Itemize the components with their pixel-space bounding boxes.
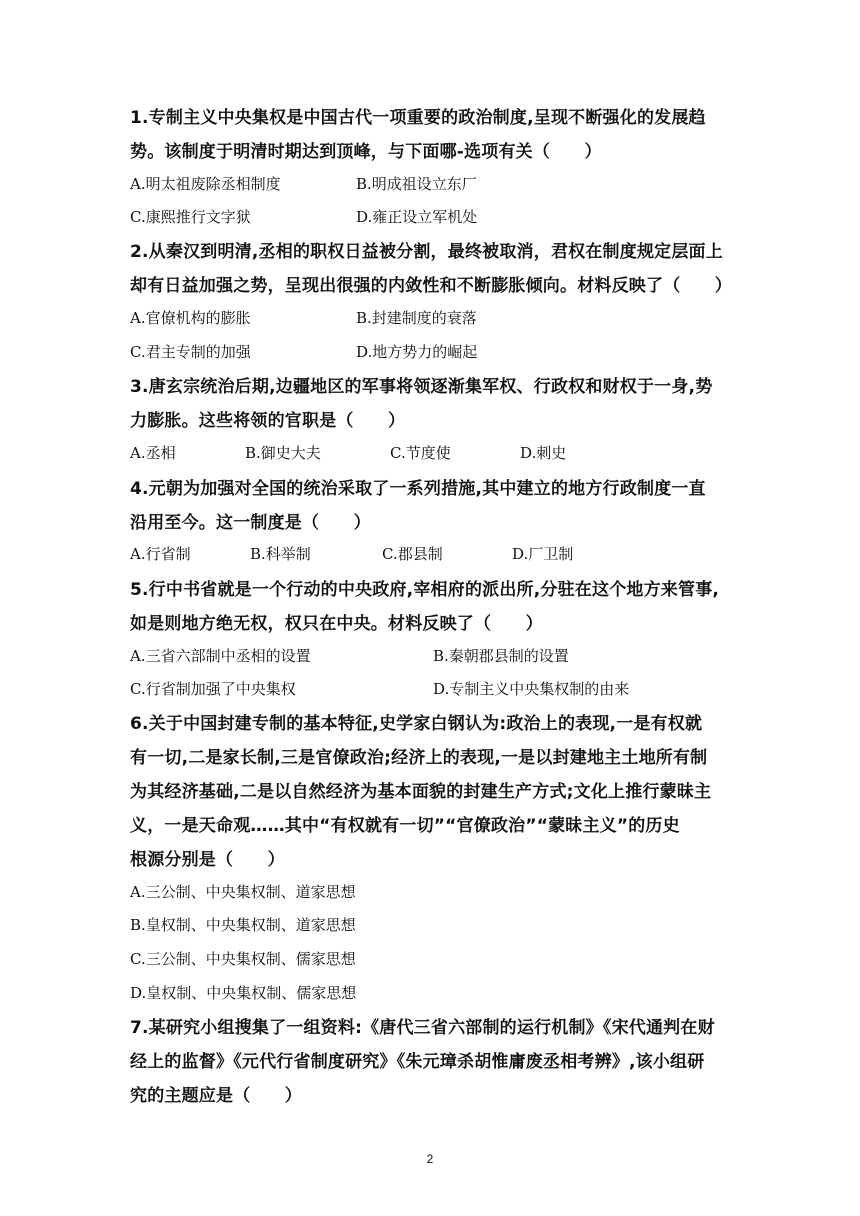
question-line: 沿用至今。这一制度是（ ） (130, 513, 371, 533)
option-3c: C.节度使 (390, 444, 451, 462)
question-line: 2.从秦汉到明清,丞相的职权日益被分割，最终被取消，君权在制度规定层面上 (130, 242, 723, 262)
question-line: 3.唐玄宗统治后期,边疆地区的军事将领逐渐集军权、行政权和财权于一身,势 (130, 377, 713, 397)
question-5-text (130, 573, 740, 641)
option-3d: D.刺史 (520, 444, 567, 462)
page-number: 2 (426, 1152, 434, 1166)
option-6a: A.三公制、中央集权制、道家思想 (130, 883, 356, 901)
option-6c: C.三公制、中央集权制、儒家思想 (130, 950, 356, 968)
question-line: 6.关于中国封建专制的基本特征,史学家白钢认为:政治上的表现,一是有权就 (130, 714, 703, 734)
option-3a: A.丞相 (130, 444, 176, 462)
option-1c: C.康熙推行文字狱 (130, 208, 251, 226)
option-1b: B.明成祖设立东厂 (356, 175, 477, 193)
question-1-text (130, 101, 740, 169)
question-3-text (130, 370, 740, 438)
option-6b: B.皇权制、中央集权制、道家思想 (130, 916, 356, 934)
question-line: 如是则地方绝无权，权只在中央。材料反映了（ ） (130, 614, 543, 634)
option-4c: C.郡县制 (382, 545, 443, 563)
question-line: 7.某研究小组搜集了一组资料:《唐代三省六部制的运行机制》《宋代通判在财 (130, 1018, 715, 1038)
option-5b: B.秦朝郡县制的设置 (433, 647, 569, 665)
question-line: 5.行中书省就是一个行动的中央政府,宰相府的派出所,分驻在这个地方来管事, (130, 580, 720, 600)
option-4b: B.科举制 (250, 545, 311, 563)
option-2c: C.君主专制的加强 (130, 343, 251, 361)
question-line: 1.专制主义中央集权是中国古代一项重要的政治制度,呈现不断强化的发展趋 (130, 108, 706, 128)
question-line: 力膨胀。这些将领的官职是（ ） (130, 411, 406, 431)
option-4d: D.厂卫制 (512, 545, 574, 563)
question-2-text (130, 235, 740, 303)
question-line: 义，一是天命观……其中“有权就有一切”“官僚政治”“蒙昧主义”的历史 (130, 816, 680, 836)
option-2d: D.地方势力的崛起 (356, 343, 478, 361)
question-line: 势。该制度于明清时期达到顶峰，与下面哪-选项有关（ ） (130, 142, 602, 162)
option-1d: D.雍正设立军机处 (356, 208, 478, 226)
question-6-text (130, 707, 740, 877)
option-6d: D.皇权制、中央集权制、儒家思想 (130, 984, 357, 1002)
question-4-text (130, 472, 740, 540)
option-2b: B.封建制度的衰落 (356, 309, 477, 327)
option-5d: D.专制主义中央集权制的由来 (433, 680, 630, 698)
question-7-text (130, 1011, 740, 1113)
question-line: 根源分别是（ ） (130, 850, 285, 870)
question-line: 为其经济基础,二是以自然经济为基本面貌的封建生产方式;文化上推行蒙昧主 (130, 782, 712, 802)
question-line: 有一切,二是家长制,三是官僚政治;经济上的表现,一是以封建地主土地所有制 (130, 748, 708, 768)
question-line: 究的主题应是（ ） (130, 1086, 302, 1106)
question-line: 4.元朝为加强对全国的统治采取了一系列措施,其中建立的地方行政制度一直 (130, 479, 706, 499)
option-5a: A.三省六部制中丞相的设置 (130, 647, 311, 665)
option-5c: C.行省制加强了中央集权 (130, 680, 296, 698)
question-line: 经上的监督》《元代行省制度研究》《朱元璋杀胡惟庸废丞相考辨》,该小组研 (130, 1052, 705, 1072)
option-2a: A.官僚机构的膨胀 (130, 309, 251, 327)
option-4a: A.行省制 (130, 545, 191, 563)
option-3b: B.御史大夫 (245, 444, 321, 462)
option-1a: A.明太祖废除丞相制度 (130, 175, 281, 193)
question-line: 却有日益加强之势，呈现出很强的内敛性和不断膨胀倾向。材料反映了（ ） (130, 276, 732, 296)
